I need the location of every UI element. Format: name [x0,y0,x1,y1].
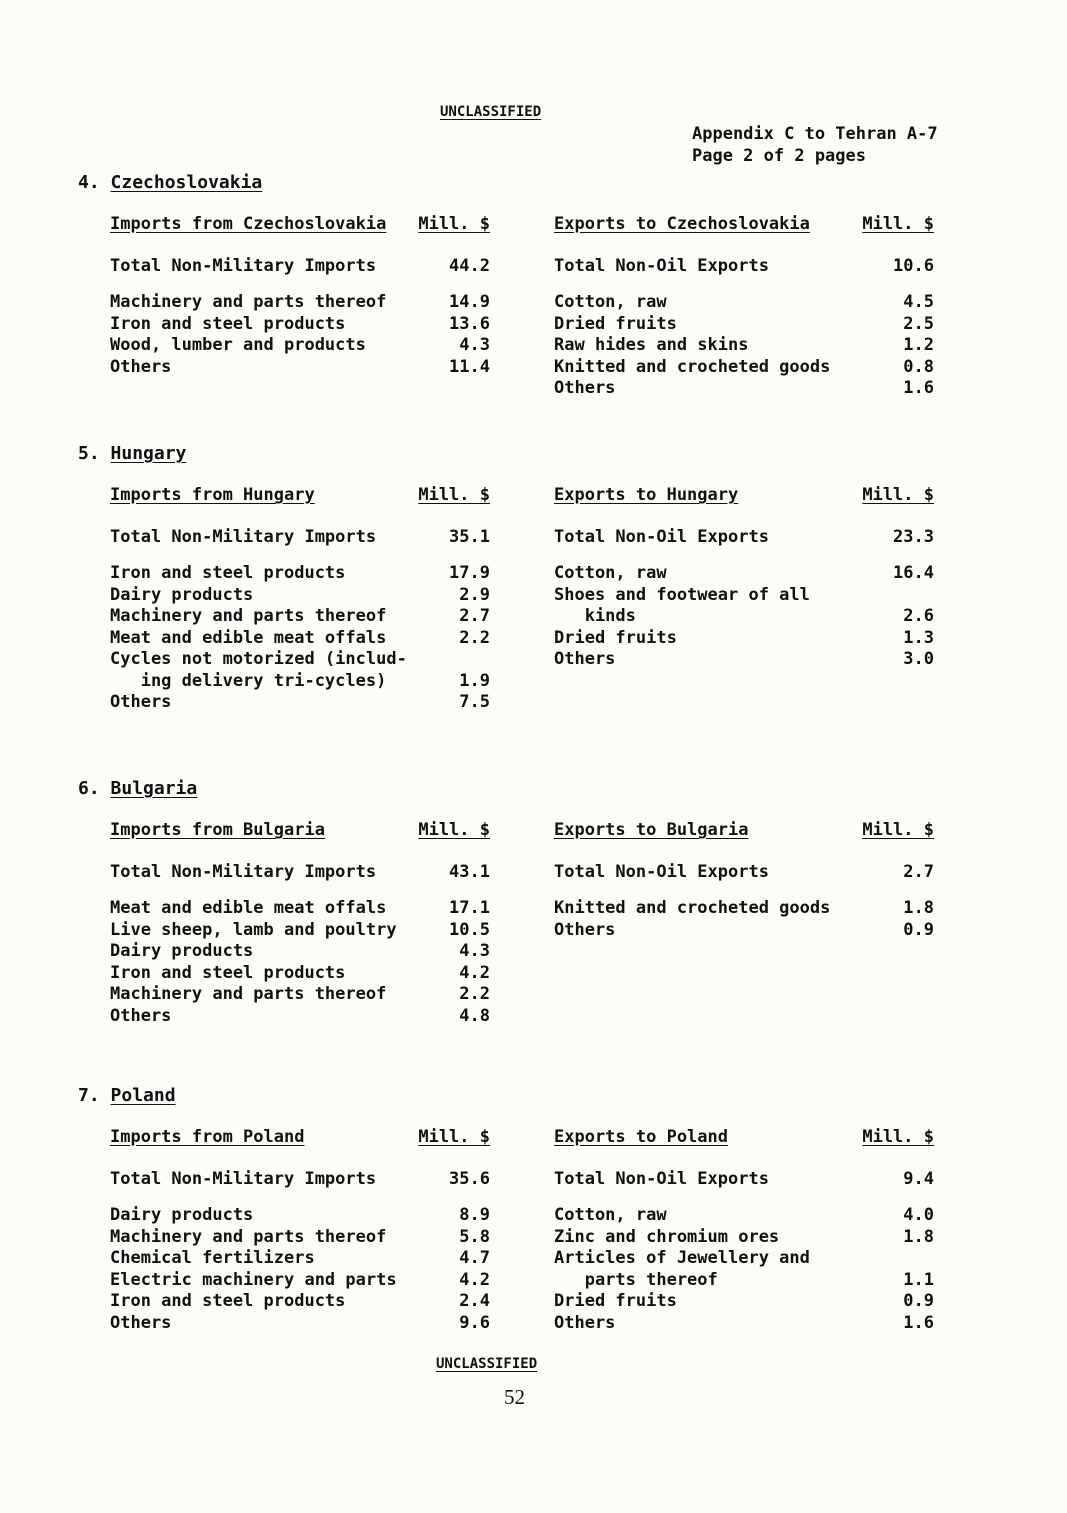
exports-row-value: 3.0 [903,649,934,669]
imports-row [110,920,490,942]
imports-total-value: 35.6 [449,1169,490,1189]
section-title [78,1085,176,1106]
exports-total-row [554,256,934,278]
bottom-classification: UNCLASSIFIED [436,1356,538,1372]
imports-row-value: 17.9 [449,563,490,583]
imports-row [110,671,490,693]
imports-row-label: Meat and edible meat offals [110,627,387,648]
exports-row-value: 2.6 [903,606,934,626]
exports-row-label: Cotton, raw [554,1205,667,1225]
exports-total-label: Total Non-Oil Exports [554,256,769,276]
exports-row [554,292,934,314]
imports-row-label: Iron and steel products [110,313,346,334]
imports-row-value: 2.9 [459,584,490,605]
exports-row-value: 1.8 [903,1226,934,1247]
exports-row [554,314,934,336]
imports-row-value: 4.3 [459,941,490,961]
exports-total-value: 10.6 [893,256,934,276]
imports-row [110,1227,490,1249]
imports-unit-header: Mill. $ [418,820,490,840]
imports-row [110,335,490,357]
imports-row-value: 4.2 [459,1269,490,1290]
exports-total-value: 9.4 [903,1169,934,1189]
imports-row [110,585,490,607]
exports-row-value: 1.3 [903,627,934,648]
imports-total-row [110,1169,490,1191]
section-country: Hungary [110,443,187,464]
exports-row [554,920,934,942]
imports-row-label: Iron and steel products [110,962,346,983]
imports-row-value: 5.8 [459,1226,490,1247]
exports-row [554,1313,934,1335]
imports-total-value: 43.1 [449,862,490,882]
imports-row [110,1313,490,1335]
imports-row-value: 4.3 [459,335,490,355]
exports-header-row [554,820,934,842]
imports-total-label: Total Non-Military Imports [110,862,377,882]
exports-total-value: 23.3 [893,527,934,547]
imports-row-label: Others [110,1312,172,1333]
exports-unit-header: Mill. $ [862,820,934,840]
exports-row-label: Others [554,919,616,940]
exports-row-value: 0.8 [903,356,934,377]
exports-row [554,1227,934,1249]
exports-row [554,585,934,607]
section-czechoslovakia [78,172,958,472]
exports-row-label: Cotton, raw [554,292,667,312]
exports-row-value: 1.8 [903,898,934,918]
imports-row [110,1006,490,1028]
imports-table [110,485,490,785]
appendix-reference: Appendix C to Tehran A-7 [692,124,938,144]
imports-row-label: Machinery and parts thereof [110,1226,387,1247]
imports-row-label: Others [110,692,172,712]
imports-row-value: 8.9 [459,1205,490,1225]
exports-total-row [554,1169,934,1191]
exports-unit-header: Mill. $ [862,1127,934,1147]
exports-row-label: Cotton, raw [554,563,667,583]
exports-row-value: 4.5 [903,292,934,312]
imports-unit-header: Mill. $ [418,1127,490,1147]
imports-row-value: 4.8 [459,1005,490,1026]
exports-total-label: Total Non-Oil Exports [554,1169,769,1189]
exports-header: Exports to Poland [554,1127,728,1147]
imports-row-value: 4.2 [459,962,490,983]
section-title [78,443,186,464]
imports-row [110,628,490,650]
imports-row-value: 2.2 [459,984,490,1004]
imports-row [110,357,490,379]
section-poland [78,1085,958,1385]
section-number: 5. [78,443,100,464]
page-number: 52 [504,1385,525,1409]
exports-table [554,485,934,785]
imports-header: Imports from Poland [110,1127,305,1147]
exports-row [554,1291,934,1313]
exports-row-label: Zinc and chromium ores [554,1226,780,1247]
exports-header: Exports to Czechoslovakia [554,214,810,234]
imports-total-label: Total Non-Military Imports [110,256,377,276]
exports-row-label: parts thereof [554,1269,718,1290]
imports-row-label: Machinery and parts thereof [110,984,387,1004]
imports-unit-header: Mill. $ [418,485,490,505]
imports-table [110,820,490,1120]
exports-unit-header: Mill. $ [862,214,934,234]
imports-row [110,963,490,985]
imports-total-label: Total Non-Military Imports [110,1169,377,1189]
imports-row [110,606,490,628]
exports-row [554,606,934,628]
imports-row-label: Live sheep, lamb and poultry [110,919,397,940]
exports-row [554,1205,934,1227]
imports-row-value: 11.4 [449,356,490,377]
imports-row [110,984,490,1006]
exports-row-value: 0.9 [903,1291,934,1311]
imports-row [110,649,490,671]
section-number: 4. [78,172,100,193]
exports-row [554,563,934,585]
imports-row [110,1248,490,1270]
top-classification: UNCLASSIFIED [440,104,542,120]
imports-row [110,941,490,963]
imports-row-label: Iron and steel products [110,563,346,583]
imports-total-value: 35.1 [449,527,490,547]
imports-row [110,314,490,336]
exports-row-label: Dried fruits [554,627,677,648]
exports-row-value: 1.6 [903,1312,934,1333]
imports-row-label: Chemical fertilizers [110,1248,315,1268]
imports-row-label: ing delivery tri-cycles) [110,670,387,691]
imports-row-value: 2.4 [459,1291,490,1311]
imports-row [110,898,490,920]
imports-row [110,563,490,585]
exports-row-label: Articles of Jewellery and [554,1248,810,1268]
imports-row [110,292,490,314]
imports-row [110,1205,490,1227]
imports-row-value: 14.9 [449,292,490,312]
imports-row-label: Iron and steel products [110,1291,346,1311]
imports-total-row [110,862,490,884]
imports-row-value: 2.2 [459,627,490,648]
exports-table [554,820,934,1120]
exports-row-label: Dried fruits [554,1291,677,1311]
exports-row-value: 1.2 [903,335,934,355]
imports-row-label: Dairy products [110,941,254,961]
exports-row-value: 2.5 [903,313,934,334]
imports-row-value: 10.5 [449,919,490,940]
exports-total-row [554,527,934,549]
imports-table [110,1127,490,1427]
imports-header: Imports from Hungary [110,485,315,505]
imports-header-row [110,1127,490,1149]
imports-row-label: Dairy products [110,584,254,605]
exports-total-label: Total Non-Oil Exports [554,527,769,547]
exports-row-label: Raw hides and skins [554,335,749,355]
imports-row-label: Others [110,356,172,377]
imports-total-value: 44.2 [449,256,490,276]
imports-row [110,1270,490,1292]
exports-row-label: Shoes and footwear of all [554,584,810,605]
imports-row-value: 4.7 [459,1248,490,1268]
exports-header: Exports to Bulgaria [554,820,749,840]
imports-row [110,692,490,714]
imports-row-value: 9.6 [459,1312,490,1333]
exports-row [554,898,934,920]
page-of-pages: Page 2 of 2 pages [692,146,866,166]
section-bulgaria [78,778,958,1078]
exports-table [554,1127,934,1427]
exports-row-label: Knitted and crocheted goods [554,356,831,377]
section-number: 7. [78,1085,100,1106]
imports-row-label: Others [110,1005,172,1026]
section-title [78,172,262,193]
imports-total-row [110,256,490,278]
imports-row-label: Meat and edible meat offals [110,898,387,918]
exports-row-label: kinds [554,606,636,626]
imports-row-value: 17.1 [449,898,490,918]
imports-row-label: Machinery and parts thereof [110,292,387,312]
exports-row [554,357,934,379]
exports-header-row [554,485,934,507]
imports-header-row [110,820,490,842]
exports-row-label: Others [554,649,616,669]
exports-row-label: Others [554,378,616,398]
exports-row [554,1248,934,1270]
exports-row-label: Knitted and crocheted goods [554,898,831,918]
imports-header: Imports from Bulgaria [110,820,325,840]
section-country: Poland [110,1085,176,1106]
section-number: 6. [78,778,100,799]
exports-row-value: 4.0 [903,1205,934,1225]
imports-row-label: Dairy products [110,1205,254,1225]
exports-header: Exports to Hungary [554,485,739,505]
exports-row-value: 1.1 [903,1269,934,1290]
imports-header: Imports from Czechoslovakia [110,214,387,234]
imports-row-value: 13.6 [449,313,490,334]
section-title [78,778,197,799]
exports-row-value: 16.4 [893,563,934,583]
imports-row-label: Cycles not motorized (includ- [110,649,407,669]
exports-row [554,649,934,671]
imports-total-label: Total Non-Military Imports [110,527,377,547]
imports-row-label: Wood, lumber and products [110,335,366,355]
imports-unit-header: Mill. $ [418,214,490,234]
imports-header-row [110,214,490,236]
exports-unit-header: Mill. $ [862,485,934,505]
imports-row-label: Machinery and parts thereof [110,606,387,626]
exports-row [554,378,934,400]
exports-row [554,628,934,650]
imports-header-row [110,485,490,507]
exports-total-label: Total Non-Oil Exports [554,862,769,882]
exports-total-row [554,862,934,884]
imports-row-value: 7.5 [459,692,490,712]
exports-row [554,335,934,357]
imports-row-label: Electric machinery and parts [110,1269,397,1290]
section-country: Bulgaria [110,778,198,799]
exports-row-value: 0.9 [903,919,934,940]
exports-total-value: 2.7 [903,862,934,882]
exports-row-value: 1.6 [903,378,934,398]
section-country: Czechoslovakia [110,172,263,193]
imports-row-value: 2.7 [459,606,490,626]
exports-row-label: Dried fruits [554,313,677,334]
exports-row [554,1270,934,1292]
section-hungary [78,443,958,743]
imports-row-value: 1.9 [459,670,490,691]
exports-row-label: Others [554,1312,616,1333]
imports-total-row [110,527,490,549]
imports-row [110,1291,490,1313]
exports-header-row [554,214,934,236]
exports-header-row [554,1127,934,1149]
